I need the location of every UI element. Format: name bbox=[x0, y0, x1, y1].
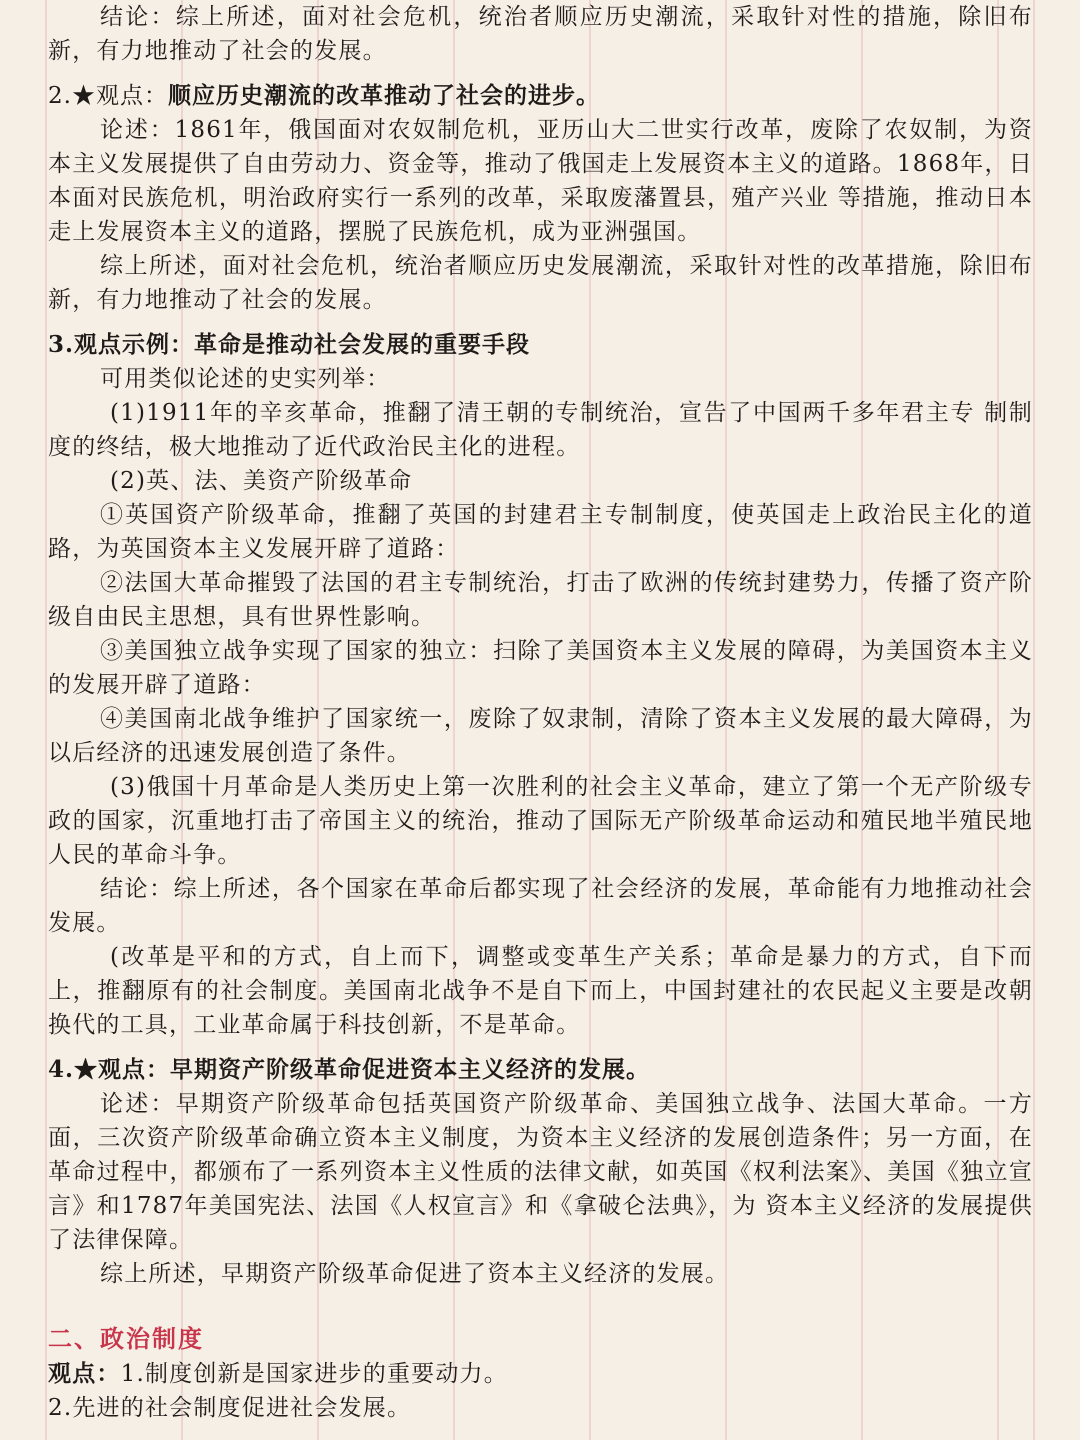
section3-sub1: ①英国资产阶级革命，推翻了英国的封建君主专制制度，使英国走上政治民主化的道路，为英国资本主义发展开辟了道路： bbox=[48, 502, 1033, 562]
section3-note: (改革是平和的方式，自上而下，调整或变革生产关系；革命是暴力的方式，自下而上，推翻原有的社会制度。美国南北战争不是自下而上，中国封建社的农民起义主要是改朝换代的工具，工业革命属于科技创新，不是革命。 bbox=[48, 944, 1033, 1038]
part2-view1 bbox=[48, 1357, 1033, 1391]
section2-title: 顺应历史潮流的改革推动了社会的进步。 bbox=[167, 82, 600, 109]
section3-item1: (1)1911年的辛亥革命，推翻了清王朝的专制统治，宣告了中国两千多年君主专 制制度的终结，极大地推动了近代政治民主化的进程。 bbox=[48, 400, 1033, 460]
document-page bbox=[48, 0, 1033, 1425]
section3-item2: (2)英、法、美资产阶级革命 bbox=[110, 468, 413, 494]
section2-summary: 综上所述，面对社会危机，统治者顺应历史发展潮流，采取针对性的改革措施，除旧布新，有力地推动了社会的发展。 bbox=[48, 253, 1033, 313]
section1-conclusion: 结论：综上所述，面对社会危机，统治者顺应历史潮流，采取针对性的措施，除旧布新，有力地推动了社会的发展。 bbox=[48, 4, 1033, 64]
section3-heading: 3.观点示例：革命是推动社会发展的重要手段 bbox=[48, 331, 531, 358]
section2-label: 2.★观点： bbox=[48, 83, 168, 109]
part2-heading: 二、政治制度 bbox=[48, 1324, 204, 1353]
section3-conclusion: 结论：综上所述，各个国家在革命后都实现了社会经济的发展，革命能有力地推动社会发展。 bbox=[48, 876, 1033, 936]
part2-view-label: 观点： bbox=[48, 1360, 121, 1387]
section4-label: 4.★观点： bbox=[48, 1056, 171, 1083]
section4-title: 早期资产阶级革命促进资本主义经济的发展。 bbox=[170, 1056, 651, 1083]
section3-sub4: ④美国南北战争维护了国家统一，废除了奴隶制，清除了资本主义发展的最大障碍，为以后经济的迅速发展创造了条件。 bbox=[48, 706, 1033, 766]
part2-view2: 2.先进的社会制度促进社会发展。 bbox=[48, 1395, 412, 1421]
section2-heading bbox=[48, 79, 1033, 113]
part2-view1-text: 1.制度创新是国家进步的重要动力。 bbox=[120, 1361, 508, 1387]
section2-argument: 论述：1861年，俄国面对农奴制危机，亚历山大二世实行改革，废除了农奴制，为资本主义发展提供了自由劳动力、资金等，推动了俄国走上发展资本主义的道路。1868年，日本面对民族危机，明治政府实行一系列的改革，采取废藩置县，殖产兴业 等措施，推动日本走上发展资本主义的道路，摆脱了民族危机，成为亚洲强国。 bbox=[48, 117, 1033, 245]
section4-heading bbox=[48, 1053, 1033, 1087]
section3-intro: 可用类似论述的史实列举： bbox=[100, 366, 391, 392]
section4-summary: 综上所述，早期资产阶级革命促进了资本主义经济的发展。 bbox=[100, 1261, 730, 1287]
section3-item3: (3)俄国十月革命是人类历史上第一次胜利的社会主义革命，建立了第一个无产阶级专政的国家，沉重地打击了帝国主义的统治，推动了国际无产阶级革命运动和殖民地半殖民地人民的革命斗争。 bbox=[48, 774, 1033, 868]
section3-sub2: ②法国大革命摧毁了法国的君主专制统治，打击了欧洲的传统封建势力，传播了资产阶级自由民主思想，具有世界性影响。 bbox=[48, 570, 1033, 630]
section3-sub3: ③美国独立战争实现了国家的独立：扫除了美国资本主义发展的障碍，为美国资本主义的发展开辟了道路： bbox=[48, 638, 1033, 698]
section4-argument: 论述：早期资产阶级革命包括英国资产阶级革命、美国独立战争、法国大革命。一方面，三次资产阶级革命确立资本主义制度，为资本主义经济的发展创造条件；另一方面，在革命过程中，都颁布了一系列资本主义性质的法律文献，如英国《权利法案》、美国《独立宣言》和1787年美国宪法、法国《人权宣言》和《拿破仑法典》，为 资本主义经济的发展提供了法律保障。 bbox=[48, 1091, 1033, 1253]
